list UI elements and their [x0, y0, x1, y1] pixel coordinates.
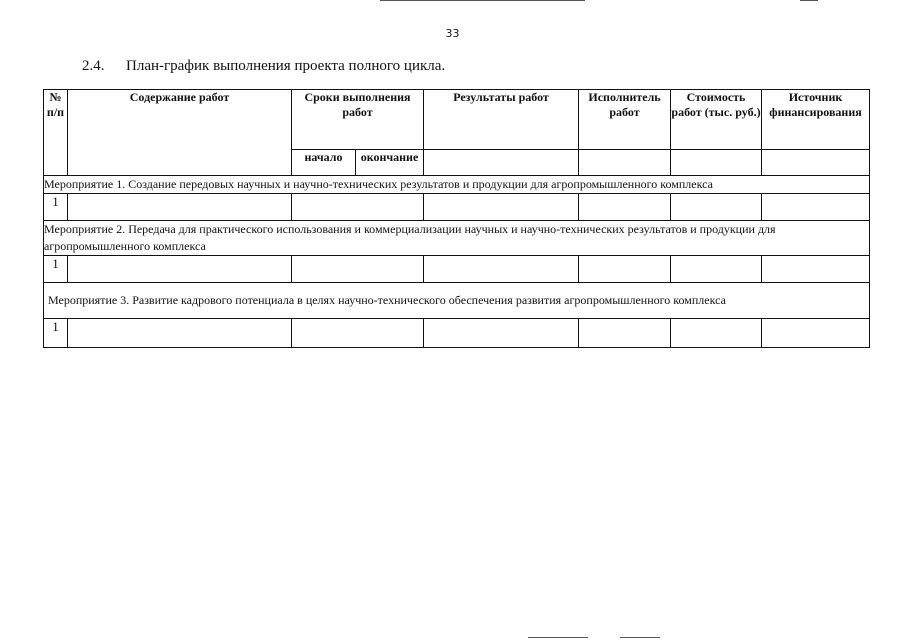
table-cell	[671, 319, 762, 348]
table-cell	[292, 319, 424, 348]
table-cell	[579, 256, 671, 283]
section-heading	[82, 58, 445, 75]
scan-artifact	[620, 637, 660, 638]
header-executor: Исполнитель работ	[579, 90, 671, 150]
table-cell	[762, 150, 870, 176]
event-title: Мероприятие 2. Передача для практического использования и коммерциализации научных и научно-технических результатов и продукции для агропромышленного комплекса	[44, 221, 870, 256]
table-cell	[424, 319, 579, 348]
table-header-row	[44, 90, 870, 150]
section-number: 2.4.	[82, 58, 105, 74]
section-title: План-график выполнения проекта полного цикла.	[126, 58, 446, 74]
header-cost: Стоимость работ (тыс. руб.)	[671, 90, 762, 150]
event-title: Мероприятие 1. Создание передовых научных и научно-технических результатов и продукции для агропромышленного комплекса	[44, 176, 870, 194]
header-source: Источник финансирования	[762, 90, 870, 150]
table-row	[44, 194, 870, 221]
header-results: Результаты работ	[424, 90, 579, 150]
event-row	[44, 221, 870, 256]
header-deadlines: Сроки выполнения работ	[292, 90, 424, 150]
event-title: Мероприятие 3. Развитие кадрового потенциала в целях научно-технического обеспечения развития агропромышленного комплекса	[44, 283, 870, 319]
table-cell	[671, 150, 762, 176]
page-number: 33	[445, 27, 460, 40]
table-cell	[424, 256, 579, 283]
scan-artifact	[380, 0, 585, 1]
table-row	[44, 256, 870, 283]
table-cell	[292, 256, 424, 283]
header-num: № п/п	[44, 90, 68, 176]
table-cell	[424, 194, 579, 221]
table-cell	[68, 194, 292, 221]
schedule-table	[43, 89, 870, 348]
row-index: 1	[44, 256, 68, 283]
scan-artifact	[528, 637, 588, 638]
table-cell	[671, 256, 762, 283]
row-index: 1	[44, 319, 68, 348]
table-cell	[762, 194, 870, 221]
table-cell	[68, 256, 292, 283]
table-cell	[762, 319, 870, 348]
table-cell	[579, 150, 671, 176]
table-cell	[68, 319, 292, 348]
row-index: 1	[44, 194, 68, 221]
header-end: окончание	[356, 150, 424, 176]
header-content: Содержание работ	[68, 90, 292, 176]
table-cell	[762, 256, 870, 283]
scan-artifact	[800, 0, 818, 1]
table-cell	[292, 194, 424, 221]
header-start: начало	[292, 150, 356, 176]
table-cell	[579, 319, 671, 348]
event-row	[44, 283, 870, 319]
table-cell	[671, 194, 762, 221]
event-row	[44, 176, 870, 194]
table-row	[44, 319, 870, 348]
table-cell	[424, 150, 579, 176]
table-cell	[579, 194, 671, 221]
